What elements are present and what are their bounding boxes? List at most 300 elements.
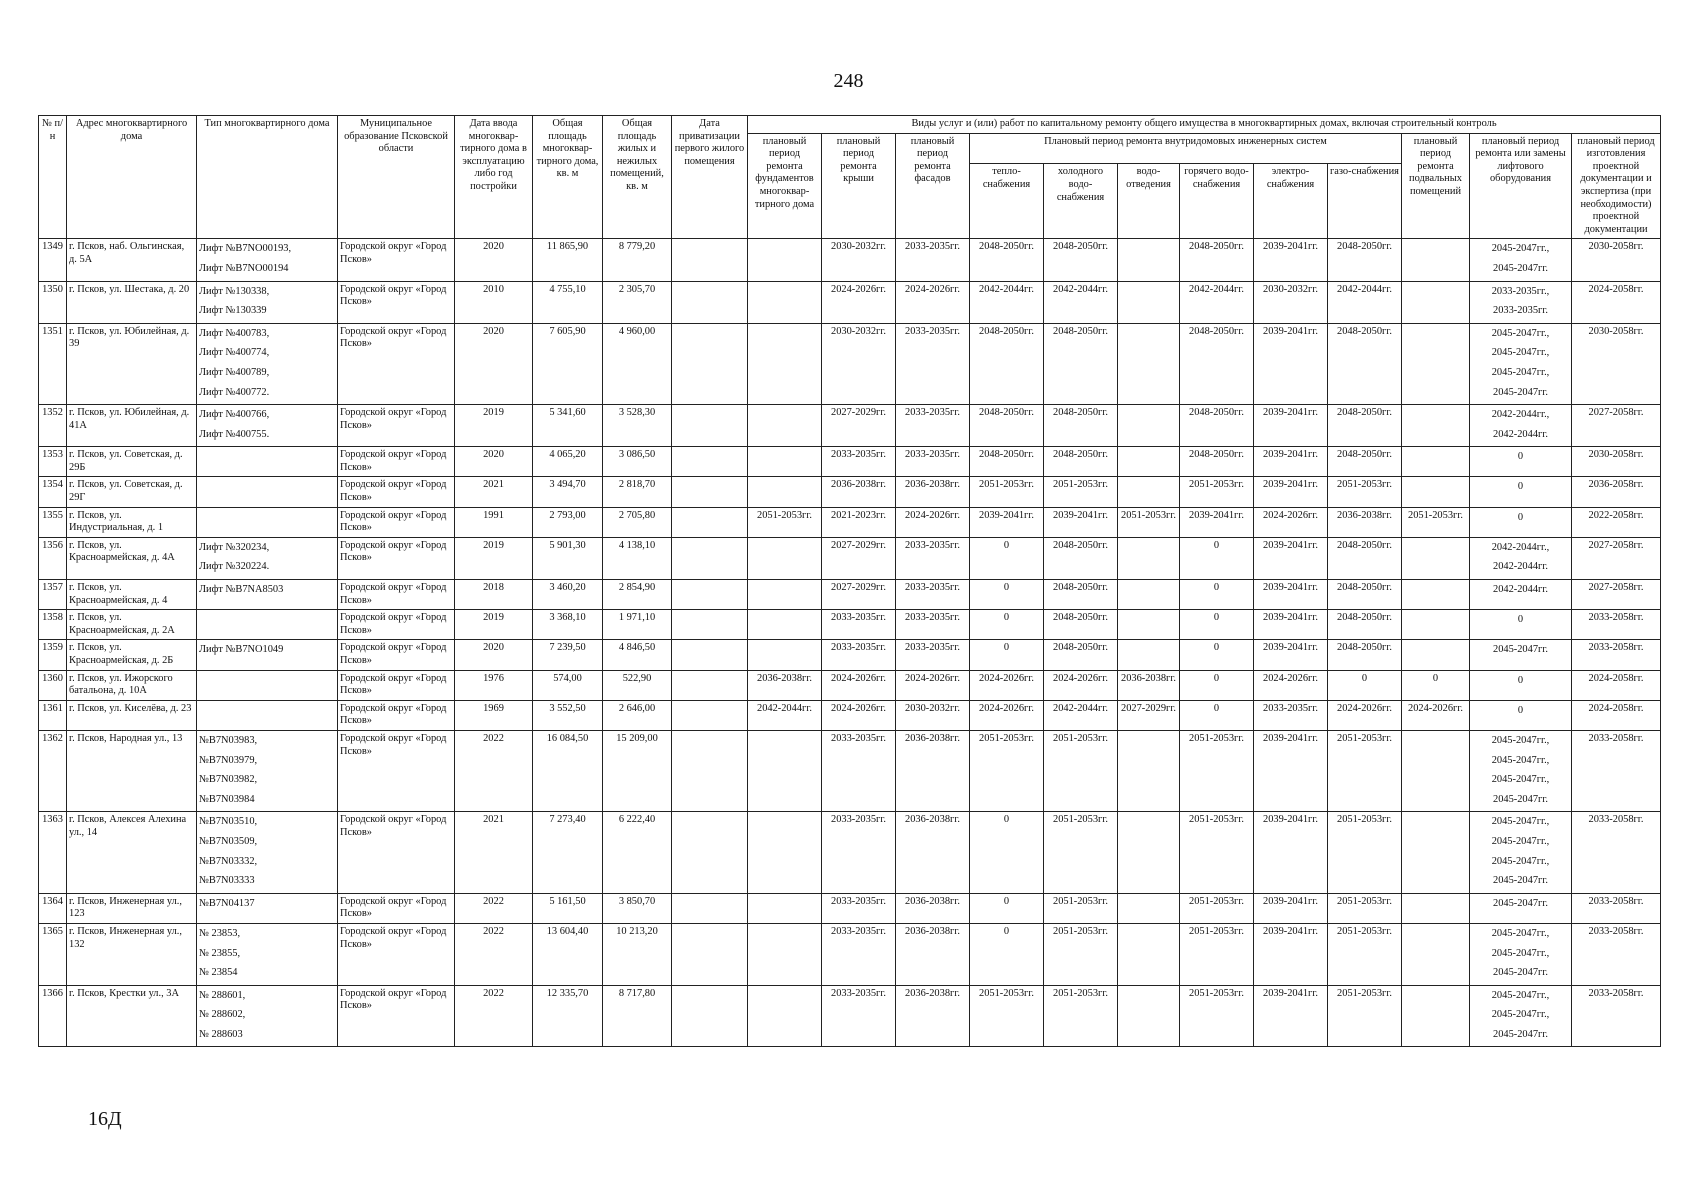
cell-address: г. Псков, ул. Красноармейская, д. 4А [67,537,197,579]
cell-privatization [672,239,748,281]
systems-group-header: Плановый период ремонта внутридомовых инженерных систем [970,133,1402,164]
table-row [39,239,1661,281]
cell-design: 2024-2058гг. [1572,700,1661,730]
cell-house-type [197,281,338,323]
cell-basement [1402,812,1470,893]
cell-house-type [197,477,338,507]
cell-electric: 2039-2041гг. [1254,580,1328,610]
cell-basement [1402,281,1470,323]
cell-municipality: Городской округ «Город Псков» [338,700,455,730]
elevator-period: 0 [1517,674,1524,686]
cell-gas: 2051-2053гг. [1328,923,1402,985]
cell-basement: 0 [1402,670,1470,700]
cell-num: 1349 [39,239,67,281]
cell-total-area: 16 084,50 [533,730,603,811]
cell-sewer [1118,640,1180,670]
cell-heat: 0 [970,812,1044,893]
cell-electric: 2039-2041гг. [1254,812,1328,893]
cell-total-area: 2 793,00 [533,507,603,537]
cell-total-area: 4 755,10 [533,281,603,323]
cell-elevator [1470,730,1572,811]
lift-number: №B7N03983, [199,734,258,746]
cell-basement [1402,477,1470,507]
cell-roof: 2033-2035гг. [822,730,896,811]
cell-privatization [672,640,748,670]
cell-heat: 2048-2050гг. [970,447,1044,477]
cell-gas: 2048-2050гг. [1328,640,1402,670]
cell-elevator [1470,580,1572,610]
cell-address: г. Псков, ул. Ижорского батальона, д. 10А [67,670,197,700]
cell-electric: 2039-2041гг. [1254,323,1328,404]
cell-foundation [748,812,822,893]
cell-roof: 2030-2032гг. [822,239,896,281]
cell-num: 1357 [39,580,67,610]
cell-cold-water: 2048-2050гг. [1044,610,1118,640]
cell-electric: 2039-2041гг. [1254,640,1328,670]
page-number: 248 [833,70,864,92]
cell-gas: 2051-2053гг. [1328,812,1402,893]
cell-house-type [197,923,338,985]
cell-sewer [1118,610,1180,640]
cell-num: 1363 [39,812,67,893]
cell-privatization [672,405,748,447]
cell-foundation [748,610,822,640]
cell-living-area: 6 222,40 [603,812,672,893]
cell-electric: 2039-2041гг. [1254,239,1328,281]
cell-design: 2033-2058гг. [1572,923,1661,985]
cell-total-area: 3 368,10 [533,610,603,640]
elevator-period: 2045-2047гг., [1491,947,1550,959]
col-type-header: Тип многоквартирного дома [197,116,338,239]
col-electric-header: электро-снабжения [1254,164,1328,239]
table-row [39,323,1661,404]
cell-address: г. Псков, ул. Юбилейная, д. 39 [67,323,197,404]
cell-roof: 2033-2035гг. [822,923,896,985]
cell-gas: 2048-2050гг. [1328,537,1402,579]
cell-address: г. Псков, ул. Красноармейская, д. 4 [67,580,197,610]
cell-foundation: 2042-2044гг. [748,700,822,730]
col-heat-header: тепло-снабжения [970,164,1044,239]
cell-num: 1359 [39,640,67,670]
table-row [39,507,1661,537]
cell-hot-water: 0 [1180,640,1254,670]
cell-roof: 2033-2035гг. [822,812,896,893]
cell-elevator [1470,447,1572,477]
table-header [39,116,1661,239]
cell-living-area: 2 854,90 [603,580,672,610]
cell-electric: 2039-2041гг. [1254,477,1328,507]
cell-num: 1352 [39,405,67,447]
cell-hot-water: 2048-2050гг. [1180,239,1254,281]
cell-gas: 2051-2053гг. [1328,730,1402,811]
table-row [39,730,1661,811]
table-row [39,985,1661,1047]
cell-foundation [748,239,822,281]
cell-gas: 2036-2038гг. [1328,507,1402,537]
cell-design: 2033-2058гг. [1572,610,1661,640]
cell-basement [1402,730,1470,811]
cell-address: г. Псков, Народная ул., 13 [67,730,197,811]
elevator-period: 2045-2047гг. [1493,793,1548,805]
lift-number: № 288603 [199,1028,243,1040]
col-num-header: № п/н [39,116,67,239]
cell-cold-water: 2024-2026гг. [1044,670,1118,700]
cell-num: 1356 [39,537,67,579]
cell-privatization [672,670,748,700]
cell-num: 1354 [39,477,67,507]
lift-number: №B7N03333 [199,875,255,887]
cell-house-type [197,670,338,700]
cell-privatization [672,447,748,477]
cell-heat: 2051-2053гг. [970,730,1044,811]
cell-address: г. Псков, ул. Шестака, д. 20 [67,281,197,323]
lift-number: №B7N03979, [199,754,258,766]
elevator-period: 2045-2047гг., [1491,855,1550,867]
elevator-period: 2033-2035гг., [1491,285,1550,297]
cell-privatization [672,893,748,923]
cell-hot-water: 0 [1180,580,1254,610]
elevator-period: 0 [1517,481,1524,493]
col-living-area-header: Общая площадь жилых и нежилых помещений, кв. м [603,116,672,239]
cell-privatization [672,507,748,537]
cell-sewer [1118,537,1180,579]
cell-house-type [197,985,338,1047]
cell-house-type [197,323,338,404]
cell-foundation: 2036-2038гг. [748,670,822,700]
lift-number: Лифт №B7NO00193, [199,243,292,255]
elevator-period: 2045-2047гг. [1493,897,1548,909]
cell-num: 1365 [39,923,67,985]
cell-electric: 2039-2041гг. [1254,405,1328,447]
cell-total-area: 574,00 [533,670,603,700]
cell-municipality: Городской округ «Город Псков» [338,447,455,477]
cell-num: 1362 [39,730,67,811]
cell-roof: 2024-2026гг. [822,670,896,700]
cell-hot-water: 0 [1180,537,1254,579]
elevator-period: 2042-2044гг., [1491,541,1550,553]
col-gas-header: газо-снабжения [1328,164,1402,239]
col-municipality-header: Муниципальное образование Псковской области [338,116,455,239]
cell-design: 2027-2058гг. [1572,405,1661,447]
cell-total-area: 3 494,70 [533,477,603,507]
cell-gas: 2051-2053гг. [1328,985,1402,1047]
cell-gas: 2048-2050гг. [1328,405,1402,447]
lift-number: № 288602, [199,1009,246,1021]
lift-number: Лифт №B7NA8503 [199,584,284,596]
cell-address: г. Псков, ул. Советская, д. 29Г [67,477,197,507]
cell-basement [1402,610,1470,640]
lift-number: Лифт №B7NO00194 [199,262,289,274]
cell-heat: 2039-2041гг. [970,507,1044,537]
cell-foundation [748,923,822,985]
table-row [39,670,1661,700]
cell-municipality: Городской округ «Город Псков» [338,640,455,670]
cell-basement [1402,537,1470,579]
cell-cold-water: 2048-2050гг. [1044,447,1118,477]
cell-total-area: 5 901,30 [533,537,603,579]
cell-living-area: 1 971,10 [603,610,672,640]
cell-address: г. Псков, ул. Советская, д. 29Б [67,447,197,477]
cell-hot-water: 2051-2053гг. [1180,923,1254,985]
cell-roof: 2024-2026гг. [822,281,896,323]
lift-number: № 288601, [199,989,246,1001]
cell-design: 2030-2058гг. [1572,239,1661,281]
cell-design: 2033-2058гг. [1572,730,1661,811]
cell-cold-water: 2051-2053гг. [1044,812,1118,893]
cell-roof: 2030-2032гг. [822,323,896,404]
col-hot-water-header: горячего водо-снабжения [1180,164,1254,239]
cell-facade: 2033-2035гг. [896,323,970,404]
elevator-period: 2045-2047гг. [1493,262,1548,274]
elevator-period: 2045-2047гг., [1491,366,1550,378]
cell-hot-water: 2051-2053гг. [1180,893,1254,923]
cell-living-area: 10 213,20 [603,923,672,985]
cell-facade: 2036-2038гг. [896,477,970,507]
capital-repair-table [38,115,1661,1047]
cell-hot-water: 0 [1180,670,1254,700]
cell-heat: 2042-2044гг. [970,281,1044,323]
cell-electric: 2033-2035гг. [1254,700,1328,730]
lift-number: № 23854 [199,967,238,979]
cell-commission-year: 2022 [455,730,533,811]
cell-roof: 2033-2035гг. [822,640,896,670]
cell-cold-water: 2042-2044гг. [1044,700,1118,730]
cell-municipality: Городской округ «Город Псков» [338,812,455,893]
table-row [39,700,1661,730]
cell-facade: 2036-2038гг. [896,812,970,893]
cell-total-area: 13 604,40 [533,923,603,985]
cell-house-type [197,580,338,610]
cell-electric: 2039-2041гг. [1254,537,1328,579]
cell-elevator [1470,700,1572,730]
cell-living-area: 522,90 [603,670,672,700]
cell-elevator [1470,893,1572,923]
col-roof-header: плановый период ремонта крыши [822,133,896,239]
cell-num: 1350 [39,281,67,323]
table-body [39,239,1661,1047]
elevator-period: 2045-2047гг. [1493,875,1548,887]
cell-foundation [748,730,822,811]
cell-sewer [1118,923,1180,985]
cell-elevator [1470,239,1572,281]
cell-roof: 2036-2038гг. [822,477,896,507]
cell-cold-water: 2051-2053гг. [1044,730,1118,811]
col-commission-date-header: Дата ввода многоквар-тирного дома в эксплуатацию либо год постройки [455,116,533,239]
cell-sewer [1118,812,1180,893]
cell-living-area: 2 818,70 [603,477,672,507]
elevator-period: 2045-2047гг., [1491,754,1550,766]
elevator-period: 2042-2044гг. [1493,584,1548,596]
cell-address: г. Псков, Инженерная ул., 132 [67,923,197,985]
cell-privatization [672,730,748,811]
cell-municipality: Городской округ «Город Псков» [338,477,455,507]
cell-address: г. Псков, Инженерная ул., 123 [67,893,197,923]
cell-cold-water: 2051-2053гг. [1044,923,1118,985]
lift-number: Лифт №320224. [199,561,270,573]
cell-commission-year: 2021 [455,812,533,893]
cell-gas: 2048-2050гг. [1328,610,1402,640]
cell-facade: 2036-2038гг. [896,893,970,923]
elevator-period: 2045-2047гг., [1491,734,1550,746]
cell-cold-water: 2048-2050гг. [1044,405,1118,447]
cell-roof: 2024-2026гг. [822,700,896,730]
lift-number: Лифт №400783, [199,327,270,339]
cell-hot-water: 2048-2050гг. [1180,405,1254,447]
col-sewer-header: водо-отведения [1118,164,1180,239]
cell-heat: 2051-2053гг. [970,985,1044,1047]
cell-house-type [197,405,338,447]
cell-municipality: Городской округ «Город Псков» [338,323,455,404]
elevator-period: 2045-2047гг., [1491,774,1550,786]
elevator-period: 0 [1517,704,1524,716]
cell-foundation [748,985,822,1047]
cell-roof: 2033-2035гг. [822,893,896,923]
cell-electric: 2024-2026гг. [1254,670,1328,700]
cell-municipality: Городской округ «Город Псков» [338,923,455,985]
cell-elevator [1470,640,1572,670]
cell-living-area: 3 850,70 [603,893,672,923]
cell-hot-water: 2048-2050гг. [1180,323,1254,404]
cell-heat: 0 [970,580,1044,610]
cell-house-type [197,507,338,537]
cell-basement [1402,923,1470,985]
elevator-period: 2045-2047гг., [1491,927,1550,939]
cell-elevator [1470,610,1572,640]
lift-number: Лифт №130339 [199,305,267,317]
elevator-period: 2045-2047гг., [1491,243,1550,255]
table-row [39,537,1661,579]
table-row [39,447,1661,477]
cell-elevator [1470,477,1572,507]
cell-heat: 2024-2026гг. [970,700,1044,730]
footer-label: 16Д [88,1108,122,1130]
cell-hot-water: 2051-2053гг. [1180,812,1254,893]
cell-commission-year: 1991 [455,507,533,537]
cell-commission-year: 2020 [455,323,533,404]
elevator-period: 2045-2047гг. [1493,386,1548,398]
cell-commission-year: 2019 [455,610,533,640]
cell-house-type [197,239,338,281]
cell-municipality: Городской округ «Город Псков» [338,537,455,579]
cell-electric: 2039-2041гг. [1254,985,1328,1047]
table-row [39,812,1661,893]
cell-living-area: 4 846,50 [603,640,672,670]
cell-commission-year: 2020 [455,447,533,477]
elevator-period: 0 [1517,614,1524,626]
cell-total-area: 12 335,70 [533,985,603,1047]
cell-design: 2024-2058гг. [1572,281,1661,323]
cell-privatization [672,985,748,1047]
cell-design: 2030-2058гг. [1572,323,1661,404]
cell-roof: 2033-2035гг. [822,610,896,640]
cell-heat: 0 [970,610,1044,640]
lift-number: №B7N03509, [199,835,258,847]
cell-design: 2033-2058гг. [1572,812,1661,893]
elevator-period: 2045-2047гг., [1491,1009,1550,1021]
cell-foundation: 2051-2053гг. [748,507,822,537]
cell-electric: 2039-2041гг. [1254,893,1328,923]
cell-sewer: 2051-2053гг. [1118,507,1180,537]
cell-num: 1360 [39,670,67,700]
cell-elevator [1470,281,1572,323]
cell-living-area: 15 209,00 [603,730,672,811]
cell-gas: 2048-2050гг. [1328,239,1402,281]
cell-facade: 2024-2026гг. [896,670,970,700]
cell-sewer [1118,405,1180,447]
cell-cold-water: 2048-2050гг. [1044,580,1118,610]
cell-address: г. Псков, ул. Киселёва, д. 23 [67,700,197,730]
cell-facade: 2036-2038гг. [896,923,970,985]
cell-privatization [672,923,748,985]
cell-cold-water: 2039-2041гг. [1044,507,1118,537]
col-privatization-header: Дата приватизации первого жилого помещения [672,116,748,239]
cell-gas: 0 [1328,670,1402,700]
cell-house-type [197,610,338,640]
cell-design: 2033-2058гг. [1572,893,1661,923]
cell-sewer [1118,447,1180,477]
cell-basement [1402,239,1470,281]
cell-facade: 2033-2035гг. [896,580,970,610]
cell-foundation [748,281,822,323]
cell-privatization [672,610,748,640]
elevator-period: 2045-2047гг., [1491,327,1550,339]
cell-design: 2027-2058гг. [1572,537,1661,579]
cell-elevator [1470,923,1572,985]
cell-privatization [672,580,748,610]
cell-cold-water: 2048-2050гг. [1044,640,1118,670]
lift-number: №B7N04137 [199,897,255,909]
cell-living-area: 2 705,80 [603,507,672,537]
cell-electric: 2039-2041гг. [1254,923,1328,985]
cell-design: 2024-2058гг. [1572,670,1661,700]
cell-municipality: Городской округ «Город Псков» [338,670,455,700]
cell-elevator [1470,507,1572,537]
cell-municipality: Городской округ «Город Псков» [338,405,455,447]
cell-basement [1402,447,1470,477]
elevator-period: 2033-2035гг. [1493,305,1548,317]
cell-commission-year: 2010 [455,281,533,323]
elevator-period: 2045-2047гг. [1493,1028,1548,1040]
works-group-header: Виды услуг и (или) работ по капитальному ремонту общего имущества в многоквартирных домах, включая строительный контроль [748,116,1661,134]
cell-gas: 2051-2053гг. [1328,477,1402,507]
cell-sewer [1118,730,1180,811]
cell-hot-water: 2042-2044гг. [1180,281,1254,323]
cell-privatization [672,700,748,730]
cell-commission-year: 2020 [455,239,533,281]
cell-facade: 2024-2026гг. [896,507,970,537]
cell-facade: 2024-2026гг. [896,281,970,323]
cell-cold-water: 2051-2053гг. [1044,985,1118,1047]
cell-foundation [748,477,822,507]
cell-basement [1402,580,1470,610]
lift-number: № 23853, [199,927,241,939]
cell-house-type [197,893,338,923]
cell-design: 2027-2058гг. [1572,580,1661,610]
cell-hot-water: 2039-2041гг. [1180,507,1254,537]
cell-privatization [672,477,748,507]
lift-number: Лифт №320234, [199,541,270,553]
cell-num: 1364 [39,893,67,923]
cell-hot-water: 2051-2053гг. [1180,985,1254,1047]
cell-commission-year: 2022 [455,985,533,1047]
cell-commission-year: 2022 [455,893,533,923]
cell-gas: 2042-2044гг. [1328,281,1402,323]
cell-address: г. Псков, Алексея Алехина ул., 14 [67,812,197,893]
cell-heat: 2048-2050гг. [970,405,1044,447]
cell-cold-water: 2051-2053гг. [1044,893,1118,923]
cell-sewer [1118,985,1180,1047]
cell-elevator [1470,323,1572,404]
